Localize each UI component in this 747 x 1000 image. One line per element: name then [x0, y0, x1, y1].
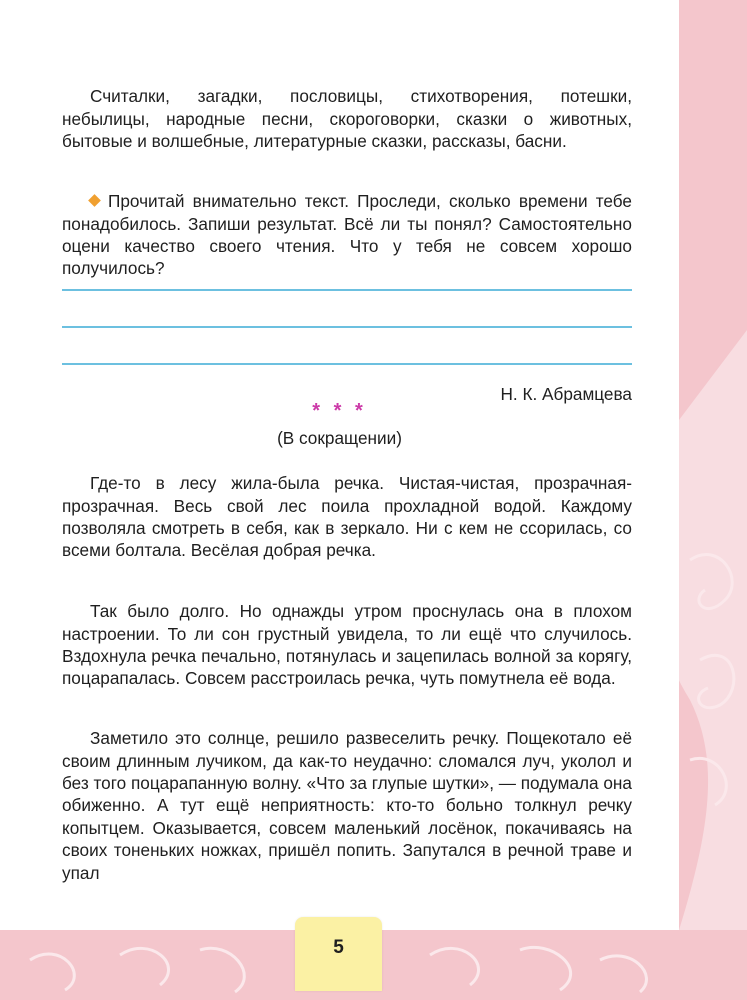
task-text: Прочитай внимательно текст. Проследи, сколько времени тебе понадобилось. Запиши результат. Всё ли ты понял? Самостоятельно оцени качество своего чтения. Что у тебя не совсем хорошо получилось?	[62, 191, 632, 279]
author: Н. К. Абрамцева	[500, 384, 632, 404]
task-diamond-icon	[88, 194, 101, 207]
story-paragraph-3: Заметило это солнце, решило развеселить речку. Пощекотало её своим длинным лучиком, да как-то неудачно: сломался луч, уколол и без того поцарапанную волну. «Что за глупые шутки», — подумала она обиженно. А тут ещё неприятность: кто-то больно толкнул речку копытцем. Оказывается, совсем маленький лосёнок, покачиваясь на своих тоненьких ножках, пришёл попить. Запутался в речной траве и упал	[62, 728, 632, 883]
subtitle: (В сокращении)	[277, 428, 402, 448]
task-paragraph	[62, 190, 632, 280]
title-stars: * * *	[312, 400, 367, 422]
story-paragraph-2: Так было долго. Но однажды утром проснулась она в плохом настроении. То ли сон грустный увидела, то ли ещё что случилось. Вздохнула речка печально, потянулась и зацепилась волной за корягу, поцарапалась. Совсем расстроилась речка, чуть помутнела её вода.	[62, 601, 632, 689]
page-number-tab	[295, 917, 382, 991]
answer-line-1[interactable]	[62, 289, 632, 291]
page-number: 5	[333, 937, 344, 958]
intro-paragraph: Считалки, загадки, пословицы, стихотворения, потешки, небылицы, народные песни, скороговорки, сказки о животных, бытовые и волшебные, литературные сказки, рассказы, басни.	[62, 86, 632, 151]
story-paragraph-1: Где-то в лесу жила-была речка. Чистая-чистая, прозрачная-прозрачная. Весь свой лес поила прохладной водой. Каждому позволяла смотреть в себя, как в зеркало. Ни с кем не ссорилась, со всеми болтала. Весёлая добрая речка.	[62, 473, 632, 561]
answer-line-3[interactable]	[62, 363, 632, 365]
answer-line-2[interactable]	[62, 326, 632, 328]
